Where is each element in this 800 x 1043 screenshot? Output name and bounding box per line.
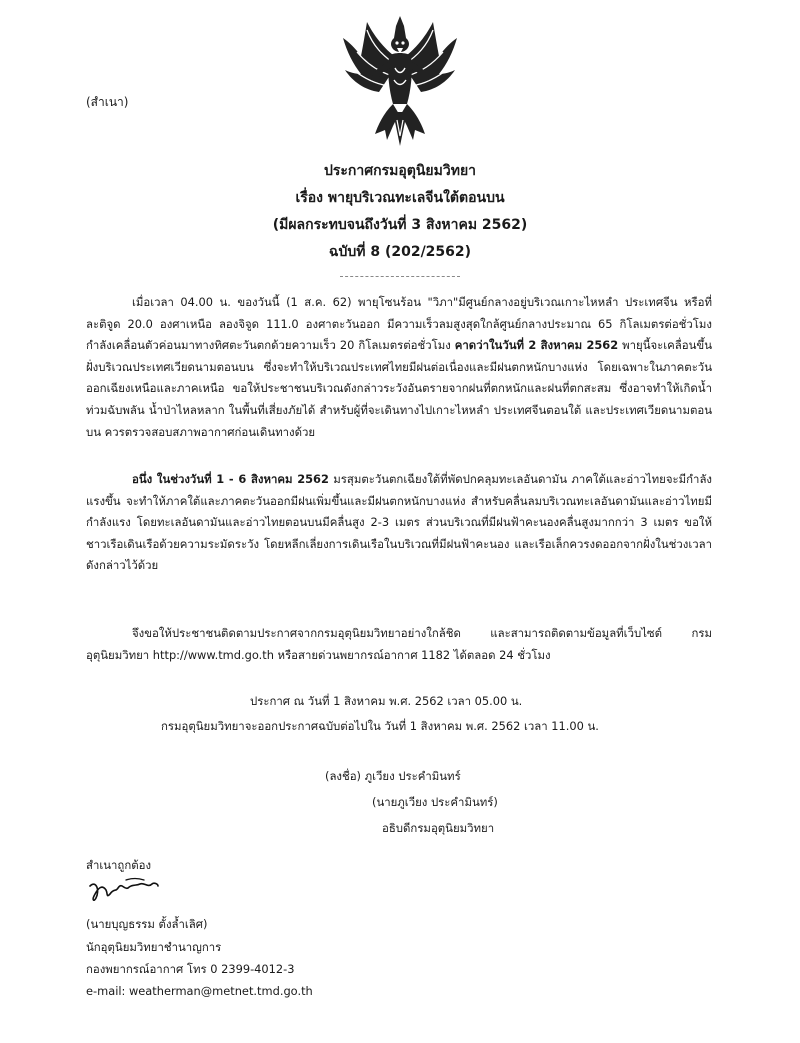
document-subject: เรื่อง พายุบริเวณทะเลจีนใต้ตอนบน [295,190,505,206]
body-paragraph-1 [86,292,712,443]
body-paragraph-3: จึงขอให้ประชาชนติดตามประกาศจากกรมอุตุนิยมวิทยาอย่างใกล้ชิด และสามารถติดตามข้อมูลที่เว็บไซต์ กรมอุตุนิยมวิทยา http://www.tmd.go.th หรือสายด่วนพยากรณ์อากาศ 1182 ได้ตลอด 24 ชั่วโมง [86,626,712,662]
certified-copy-label: สำเนาถูกต้อง [86,858,152,872]
p1-text-b: พายุนี้จะเคลื่อนขึ้นฝั่งบริเวณประเทศเวียดนามตอนบน ซึ่งจะทำให้บริเวณประเทศไทยมีฝนต่อเนื่องและมีฝนตกหนักบางแห่ง โดยเฉพาะในภาคตะวันออกเฉียงเหนือและภาคเหนือ ขอให้ประชาชนบริเวณดังกล่าวระวังอันตรายจากฝนที่ตกหนักและฝนที่ตกสะสม ซึ่งอาจทำให้เกิดน้ำท่วมฉับพลัน น้ำป่าไหลหลาก ในพื้นที่เสี่ยงภัยได้ สำหรับผู้ที่จะเดินทางไปเกาะไหหลำ ประเทศจีนตอนใต้ และประเทศเวียดนามตอนบน ควรตรวจสอบสภาพอากาศก่อนเดินทางด้วย [86,338,712,439]
body-paragraph-2 [86,469,712,577]
p1-text-a: เมื่อเวลา 04.00 น. ของวันนี้ (1 ส.ค. 62) พายุโซนร้อน "วิภา"มีศูนย์กลางอยู่บริเวณเกาะไหหลำ ประเทศจีน หรือที่ละติจูด 20.0 องศาเหนือ ลองจิจูด 111.0 องศาตะวันออก มีความเร็วลมสูงสุดใกล้ศูนย์กลางประมาณ 65 กิโลเมตรต่อชั่วโมง กำลังเคลื่อนตัวค่อนมาทางทิศตะวันตกด้วยความเร็ว 20 กิโลเมตรต่อชั่วโมง [86,295,712,353]
next-announcement: กรมอุตุนิยมวิทยาจะออกประกาศฉบับต่อไปใน วันที่ 1 สิงหาคม พ.ศ. 2562 เวลา 11.00 น. [161,719,599,733]
document-effect: (มีผลกระทบจนถึงวันที่ 3 สิงหาคม 2562) [272,217,528,233]
handwritten-signature-icon [88,874,160,904]
certifier-position: นักอุตุนิยมวิทยาชำนาญการ [86,940,222,954]
document-issue: ฉบับที่ 8 (202/2562) [328,244,472,260]
signatory-position: อธิบดีกรมอุตุนิยมวิทยา [382,821,495,835]
copy-tag: (สำเนา) [86,95,129,109]
certifier-division: กองพยากรณ์อากาศ โทร 0 2399-4012-3 [86,962,295,976]
p2-text: มรสุมตะวันตกเฉียงใต้ที่พัดปกคลุมทะเลอันดามัน ภาคใต้และอ่าวไทยจะมีกำลังแรงขึ้น จะทำให้ภาคใต้และภาคตะวันออกมีฝนเพิ่มขึ้นและมีฝนตกหนักบางแห่ง สำหรับคลื่นลมบริเวณทะเลอันดามันและอ่าวไทยมีกำลังแรง โดยทะเลอันดามันและอ่าวไทยตอนบนมีคลื่นสูง 2-3 เมตร ส่วนบริเวณที่มีฝนฟ้าคะนองคลื่นสูงมากกว่า 3 เมตร ขอให้ชาวเรือเดินเรือด้วยความระมัดระวัง โดยหลีกเลี่ยงการเดินเรือในบริเวณที่มีฝนฟ้าคะนอง และเรือเล็กควรงดออกจากฝั่งในช่วงเวลาดังกล่าวไว้ด้วย [86,472,712,573]
certifier-email[interactable]: e-mail: weatherman@metnet.tmd.go.th [86,984,313,998]
p1-bold-date: คาดว่าในวันที่ 2 สิงหาคม 2562 [454,338,619,353]
document-title: ประกาศกรมอุตุนิยมวิทยา [323,163,477,179]
signature-line: (ลงชื่อ) ภูเวียง ประคำมินทร์ [325,769,461,783]
announce-date: ประกาศ ณ วันที่ 1 สิงหาคม พ.ศ. 2562 เวลา 05.00 น. [250,694,523,708]
divider [340,276,460,277]
p2-bold-date: อนึ่ง ในช่วงวันที่ 1 - 6 สิงหาคม 2562 [132,472,329,486]
garuda-emblem-icon [335,12,465,152]
certifier-name: (นายบุญธรรม ตั้งล้ำเลิศ) [86,917,208,931]
signatory-name: (นายภูเวียง ประคำมินทร์) [372,795,498,809]
